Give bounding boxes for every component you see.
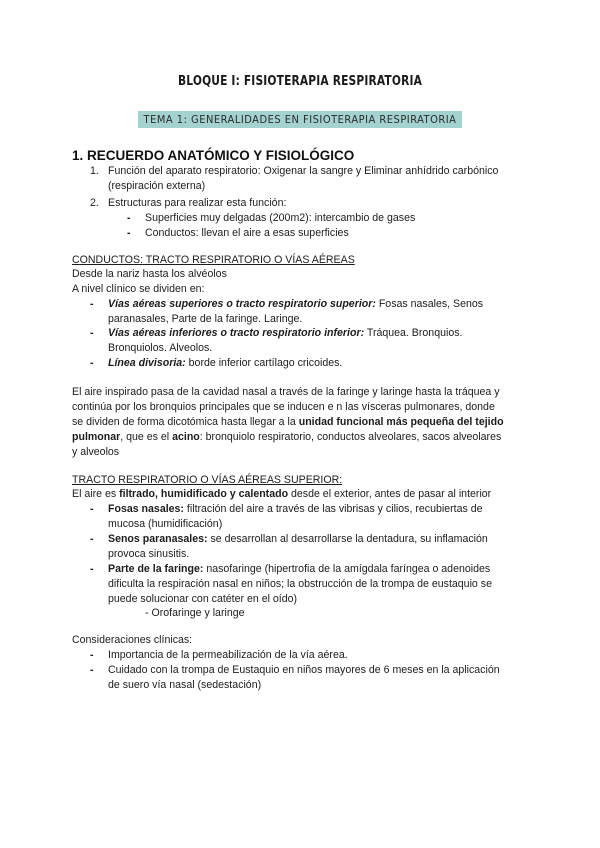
- inline-text: se dividen de forma dicotómica hasta llegar a la: [72, 416, 299, 428]
- list-item-text: [108, 562, 490, 577]
- paragraph-line: [72, 430, 501, 445]
- inline-text: Fosas nasales, Senos: [375, 298, 484, 310]
- inline-text: filtración del aire a través de las vibrisas y cilios, recubiertas de: [183, 503, 483, 515]
- list-item-text: dificulta la respiración nasal en niños; la obstrucción de la trompa de eustaquio se: [108, 578, 492, 590]
- bullet-dash: -: [90, 503, 94, 515]
- inline-text: Tráquea. Bronquios.: [364, 327, 463, 339]
- bullet-dash: -: [90, 533, 94, 545]
- section-subheading: Consideraciones clínicas:: [72, 634, 193, 646]
- list-item-text: provoca sinusitis.: [108, 548, 190, 560]
- list-item-text: (respiración externa): [108, 180, 206, 192]
- inline-text: El aire es: [72, 488, 120, 500]
- list-item-text: Cuidado con la trompa de Eustaquio en niños mayores de 6 meses en la aplicación: [108, 664, 500, 676]
- inline-text: desde el exterior, antes de pasar al interior: [288, 488, 492, 500]
- list-item-text: [108, 502, 483, 517]
- list-item-text: de suero vía nasal (sedestación): [108, 679, 262, 691]
- inline-text: borde inferior cartílago cricoides.: [185, 357, 343, 369]
- document-title: BLOQUE I: FISIOTERAPIA RESPIRATORIA: [177, 74, 423, 89]
- list-item-text: Conductos: llevan el aire a esas superficies: [145, 227, 349, 239]
- paragraph-line: [72, 415, 504, 430]
- text-line: A nivel clínico se dividen en:: [72, 283, 205, 295]
- paragraph-line: y alveolos: [72, 446, 120, 458]
- bullet-dash: -: [90, 357, 94, 369]
- bold-term: Parte de la faringe:: [108, 563, 204, 575]
- bold-term: Vías aéreas superiores o tracto respiratorio superior:: [108, 298, 376, 310]
- topic-subtitle: TEMA 1: GENERALIDADES EN FISIOTERAPIA RESPIRATORIA: [138, 111, 463, 128]
- paragraph-line: El aire inspirado pasa de la cavidad nasal a través de la faringe y laringe hasta la tráquea y: [72, 386, 500, 398]
- bullet-dash: -: [90, 327, 94, 339]
- list-item-text: paranasales, Parte de la faringe. Laringe.: [108, 313, 303, 325]
- list-item-text: [108, 532, 488, 547]
- bullet-dash: -: [127, 227, 131, 239]
- list-item-text: [108, 356, 342, 371]
- bold-term: pulmonar: [72, 431, 121, 443]
- bold-term: acino: [172, 431, 200, 443]
- list-item-text: mucosa (humidificación): [108, 518, 223, 530]
- list-item-text: - Orofaringe y laringe: [145, 607, 245, 619]
- bullet-dash: -: [90, 649, 94, 661]
- list-item-text: [108, 326, 462, 341]
- bold-term: filtrado, humidificado y calentado: [119, 488, 289, 500]
- bold-term: Vías aéreas inferiores o tracto respiratorio inferior:: [108, 327, 365, 339]
- section-heading: 1. RECUERDO ANATÓMICO Y FISIOLÓGICO: [72, 148, 355, 163]
- bullet-dash: -: [90, 664, 94, 676]
- list-number: 1.: [90, 165, 99, 177]
- section-subheading: CONDUCTOS: TRACTO RESPIRATORIO O VÍAS AÉREAS: [72, 254, 355, 266]
- list-item-text: Superficies muy delgadas (200m2): intercambio de gases: [145, 212, 416, 224]
- bullet-dash: -: [127, 212, 131, 224]
- inline-text: : bronquiolo respiratorio, conductos alveolares, sacos alveolares: [199, 431, 502, 443]
- text-line: [72, 487, 491, 502]
- inline-text: se desarrollan al desarrollarse la dentadura, su inflamación: [207, 533, 488, 545]
- list-item-text: Bronquiolos. Alveolos.: [108, 342, 213, 354]
- bullet-dash: -: [90, 298, 94, 310]
- text-line: Desde la nariz hasta los alvéolos: [72, 268, 227, 280]
- list-item-text: Estructuras para realizar esta función:: [108, 197, 287, 209]
- bold-term: Línea divisoria:: [108, 357, 186, 369]
- inline-text: nasofaringe (hipertrofia de la amígdala faríngea o adenoides: [203, 563, 491, 575]
- list-item-text: [108, 297, 483, 312]
- list-item-text: Importancia de la permeabilización de la vía aérea.: [108, 649, 348, 661]
- section-subheading: TRACTO RESPIRATORIO O VÍAS AÉREAS SUPERIOR:: [72, 474, 343, 486]
- bullet-dash: -: [90, 563, 94, 575]
- inline-text: , que es el: [120, 431, 173, 443]
- list-item-text: Función del aparato respiratorio: Oxigenar la sangre y Eliminar anhídrido carbónico: [108, 165, 499, 177]
- subtitle-wrapper: [0, 110, 600, 128]
- bold-term: Fosas nasales:: [108, 503, 184, 515]
- bold-term: unidad funcional más pequeña del tejido: [298, 416, 504, 428]
- paragraph-line: continúa por los bronquios principales que se inducen e n las vísceras pulmonares, donde: [72, 401, 495, 413]
- list-item-text: puede solucionar con catéter en el oído): [108, 593, 298, 605]
- list-number: 2.: [90, 197, 99, 209]
- bold-term: Senos paranasales:: [108, 533, 208, 545]
